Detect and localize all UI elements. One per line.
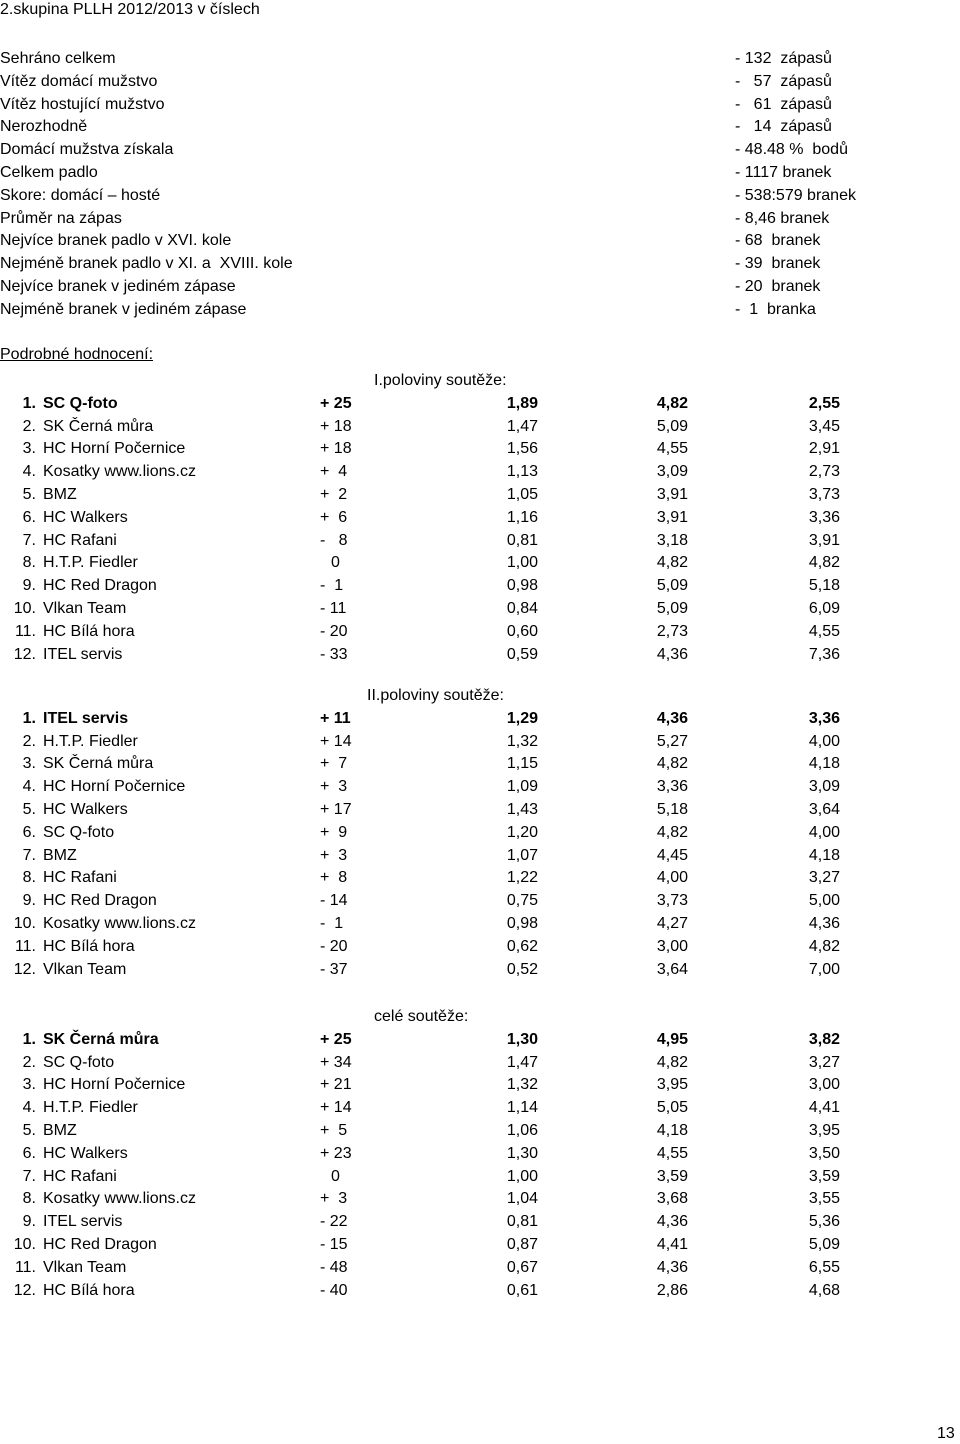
value-cell-1: 1,43 xyxy=(506,801,538,818)
summary-value: - 57 zápasů xyxy=(735,72,832,90)
team-name-cell: Kosatky www.lions.cz xyxy=(43,463,196,481)
value-cell-2: 4,27 xyxy=(656,915,688,932)
goal-diff-cell: + 7 xyxy=(320,755,348,773)
value-cell-2: 2,86 xyxy=(656,1281,688,1299)
team-name-cell: BMZ xyxy=(43,846,77,864)
rank-cell: 1. xyxy=(22,394,36,412)
value-cell-2: 5,09 xyxy=(656,600,688,617)
goal-diff-cell: + 18 xyxy=(320,440,352,458)
rank-cell: 7. xyxy=(22,531,36,549)
value-cell-1: 1,47 xyxy=(506,1053,538,1071)
value-cell-3: 3,55 xyxy=(808,1190,840,1208)
value-cell-1: 1,32 xyxy=(506,1076,538,1094)
rank-cell: 10. xyxy=(13,1236,36,1253)
rank-cell: 4. xyxy=(22,463,36,481)
value-cell-1: 0,52 xyxy=(506,960,538,978)
goal-diff-cell: - 14 xyxy=(320,892,348,910)
value-cell-3: 4,18 xyxy=(808,846,840,864)
value-cell-1: 1,07 xyxy=(506,846,538,864)
team-name-cell: HC Walkers xyxy=(43,801,128,818)
team-name-cell: HC Horní Počernice xyxy=(43,440,186,458)
value-cell-1: 1,20 xyxy=(506,823,538,841)
team-name-cell: SC Q-foto xyxy=(43,394,118,412)
value-cell-3: 6,09 xyxy=(808,600,840,617)
team-name-cell: BMZ xyxy=(43,1122,77,1139)
value-cell-3: 7,36 xyxy=(808,645,840,663)
team-name-cell: Vlkan Team xyxy=(43,600,127,617)
team-name-cell: Kosatky www.lions.cz xyxy=(43,1190,196,1208)
value-cell-2: 3,64 xyxy=(656,960,688,978)
goal-diff-cell: + 9 xyxy=(320,823,348,841)
value-cell-2: 4,36 xyxy=(656,709,688,727)
team-name-cell: HC Bílá hora xyxy=(43,937,135,955)
summary-value: - 8,46 branek xyxy=(735,209,830,227)
goal-diff-cell: + 5 xyxy=(320,1122,348,1139)
rank-cell: 2. xyxy=(22,417,36,435)
value-cell-3: 3,50 xyxy=(808,1144,840,1162)
value-cell-2: 2,73 xyxy=(656,622,688,640)
summary-value: - 39 branek xyxy=(735,255,821,273)
value-cell-2: 4,55 xyxy=(656,1144,688,1162)
rank-cell: 7. xyxy=(22,846,36,864)
value-cell-3: 2,73 xyxy=(808,463,840,481)
goal-diff-cell: + 2 xyxy=(320,486,348,503)
value-cell-1: 1,30 xyxy=(506,1030,538,1048)
summary-value: - 20 branek xyxy=(735,278,821,295)
team-name-cell: ITEL servis xyxy=(43,645,123,663)
rank-cell: 7. xyxy=(22,1167,36,1185)
value-cell-3: 5,36 xyxy=(808,1213,840,1231)
team-name-cell: HC Rafani xyxy=(43,531,117,549)
summary-label: Průměr na zápas xyxy=(0,209,122,227)
value-cell-2: 4,00 xyxy=(656,869,688,887)
rank-cell: 3. xyxy=(22,440,36,458)
value-cell-1: 1,47 xyxy=(506,417,538,435)
goal-diff-cell: - 8 xyxy=(320,531,348,549)
value-cell-3: 4,55 xyxy=(808,622,840,640)
value-cell-1: 0,67 xyxy=(506,1258,538,1276)
rank-cell: 12. xyxy=(13,645,36,663)
summary-value: - 1 branka xyxy=(735,300,816,318)
summary-label: Sehráno celkem xyxy=(0,50,116,67)
value-cell-2: 4,82 xyxy=(656,554,688,572)
summary-value: - 1117 branek xyxy=(735,164,832,181)
summary-value: - 48.48 % bodů xyxy=(735,141,848,159)
value-cell-1: 1,89 xyxy=(506,394,538,412)
team-name-cell: SK Černá můra xyxy=(43,755,154,773)
value-cell-2: 5,18 xyxy=(656,801,688,818)
goal-diff-cell: + 3 xyxy=(320,1190,348,1208)
value-cell-3: 3,91 xyxy=(808,531,840,549)
summary-value: - 132 zápasů xyxy=(735,50,832,67)
value-cell-2: 4,45 xyxy=(656,846,688,864)
value-cell-2: 4,82 xyxy=(656,823,688,841)
summary-label: Nejméně branek padlo v XI. a XVIII. kole xyxy=(0,255,293,273)
value-cell-2: 4,36 xyxy=(656,1213,688,1231)
detail-heading: Podrobné hodnocení: xyxy=(0,346,154,363)
value-cell-2: 3,18 xyxy=(656,531,688,549)
value-cell-2: 3,73 xyxy=(656,892,688,910)
rank-cell: 5. xyxy=(22,1122,36,1139)
team-name-cell: HC Bílá hora xyxy=(43,1281,135,1299)
value-cell-1: 0,62 xyxy=(506,937,538,955)
value-cell-1: 0,61 xyxy=(506,1281,538,1299)
value-cell-1: 1,06 xyxy=(506,1122,538,1139)
rank-cell: 8. xyxy=(22,1190,36,1208)
value-cell-3: 3,09 xyxy=(808,778,840,796)
goal-diff-cell: + 8 xyxy=(320,869,348,887)
value-cell-1: 1,16 xyxy=(506,508,538,526)
value-cell-3: 4,18 xyxy=(808,755,840,773)
value-cell-3: 3,82 xyxy=(808,1030,840,1048)
section-heading: celé soutěže: xyxy=(374,1008,469,1025)
goal-diff-cell: + 11 xyxy=(320,709,351,727)
rank-cell: 2. xyxy=(22,1053,36,1071)
value-cell-1: 0,98 xyxy=(506,577,538,595)
page-number: 13 xyxy=(937,1425,955,1442)
team-name-cell: Vlkan Team xyxy=(43,960,127,978)
value-cell-3: 5,09 xyxy=(808,1236,840,1253)
value-cell-1: 0,81 xyxy=(506,531,538,549)
goal-diff-cell: + 23 xyxy=(320,1144,352,1162)
value-cell-1: 1,13 xyxy=(506,463,538,481)
summary-label: Celkem padlo xyxy=(0,164,98,181)
value-cell-2: 3,68 xyxy=(656,1190,688,1208)
summary-value: - 61 zápasů xyxy=(735,95,832,113)
goal-diff-cell: 0 xyxy=(331,1167,340,1185)
value-cell-3: 3,36 xyxy=(808,709,840,727)
value-cell-3: 4,82 xyxy=(808,554,840,572)
goal-diff-cell: - 1 xyxy=(320,577,344,595)
goal-diff-cell: - 1 xyxy=(320,915,344,932)
summary-label: Vítěz hostující mužstvo xyxy=(0,95,165,113)
team-name-cell: HC Rafani xyxy=(43,869,117,887)
goal-diff-cell: - 22 xyxy=(320,1213,348,1231)
value-cell-1: 1,22 xyxy=(506,869,538,887)
value-cell-1: 0,98 xyxy=(506,915,538,932)
team-name-cell: H.T.P. Fiedler xyxy=(43,1099,138,1117)
goal-diff-cell: - 20 xyxy=(320,937,348,955)
goal-diff-cell: - 11 xyxy=(320,600,347,617)
rank-cell: 9. xyxy=(22,892,36,910)
rank-cell: 9. xyxy=(22,1213,36,1231)
value-cell-2: 5,09 xyxy=(656,417,688,435)
value-cell-3: 7,00 xyxy=(808,960,840,978)
goal-diff-cell: + 17 xyxy=(320,801,352,818)
value-cell-1: 0,75 xyxy=(506,892,538,910)
team-name-cell: HC Bílá hora xyxy=(43,622,135,640)
rank-cell: 8. xyxy=(22,869,36,887)
value-cell-3: 4,00 xyxy=(808,732,840,750)
summary-label: Skore: domácí – hosté xyxy=(0,186,161,204)
team-name-cell: SK Černá můra xyxy=(43,1030,159,1048)
section-heading: II.poloviny soutěže: xyxy=(367,687,504,704)
value-cell-2: 5,05 xyxy=(656,1099,688,1117)
rank-cell: 2. xyxy=(22,732,36,750)
value-cell-1: 1,05 xyxy=(506,486,538,503)
team-name-cell: ITEL servis xyxy=(43,709,129,727)
team-name-cell: SC Q-foto xyxy=(43,823,115,841)
rank-cell: 5. xyxy=(22,801,36,818)
page-title: 2.skupina PLLH 2012/2013 v číslech xyxy=(0,1,260,18)
value-cell-1: 1,00 xyxy=(506,554,538,572)
value-cell-3: 4,68 xyxy=(808,1281,840,1299)
team-name-cell: HC Horní Počernice xyxy=(43,1076,186,1094)
team-name-cell: HC Rafani xyxy=(43,1167,117,1185)
value-cell-2: 5,27 xyxy=(656,732,688,750)
rank-cell: 6. xyxy=(22,1144,36,1162)
goal-diff-cell: - 40 xyxy=(320,1281,348,1299)
value-cell-3: 3,27 xyxy=(808,869,840,887)
team-name-cell: HC Walkers xyxy=(43,508,128,526)
value-cell-2: 3,91 xyxy=(656,508,688,526)
rank-cell: 4. xyxy=(22,1099,36,1117)
team-name-cell: SK Černá můra xyxy=(43,417,154,435)
rank-cell: 10. xyxy=(13,915,36,932)
team-name-cell: HC Horní Počernice xyxy=(43,778,186,796)
team-name-cell: Kosatky www.lions.cz xyxy=(43,915,196,932)
value-cell-3: 5,00 xyxy=(808,892,840,910)
value-cell-1: 1,32 xyxy=(506,732,538,750)
summary-value: - 68 branek xyxy=(735,232,821,250)
value-cell-1: 1,56 xyxy=(506,440,538,458)
value-cell-2: 5,09 xyxy=(656,577,688,595)
goal-diff-cell: 0 xyxy=(331,554,340,572)
value-cell-2: 4,41 xyxy=(656,1236,688,1253)
goal-diff-cell: - 20 xyxy=(320,622,348,640)
value-cell-3: 3,95 xyxy=(808,1122,840,1139)
goal-diff-cell: + 34 xyxy=(320,1053,352,1071)
goal-diff-cell: - 37 xyxy=(320,960,348,978)
value-cell-3: 3,27 xyxy=(808,1053,840,1071)
value-cell-2: 3,59 xyxy=(656,1167,688,1185)
value-cell-2: 4,36 xyxy=(656,645,688,663)
goal-diff-cell: + 25 xyxy=(320,394,352,412)
summary-label: Nerozhodně xyxy=(0,118,88,136)
team-name-cell: SC Q-foto xyxy=(43,1053,115,1071)
team-name-cell: HC Red Dragon xyxy=(43,577,157,595)
value-cell-2: 4,82 xyxy=(656,394,688,412)
team-name-cell: Vlkan Team xyxy=(43,1258,127,1276)
goal-diff-cell: + 25 xyxy=(320,1030,352,1048)
rank-cell: 11. xyxy=(14,1258,36,1276)
value-cell-3: 2,55 xyxy=(808,394,840,412)
value-cell-1: 1,29 xyxy=(506,709,538,727)
rank-cell: 11. xyxy=(14,622,36,640)
goal-diff-cell: + 4 xyxy=(320,463,348,481)
value-cell-1: 1,14 xyxy=(506,1099,538,1117)
summary-label: Domácí mužstva získala xyxy=(0,141,174,159)
value-cell-2: 4,55 xyxy=(656,440,688,458)
rank-cell: 12. xyxy=(13,1281,36,1299)
value-cell-1: 1,09 xyxy=(506,778,538,796)
rank-cell: 1. xyxy=(22,1030,36,1048)
rank-cell: 6. xyxy=(22,823,36,841)
team-name-cell: H.T.P. Fiedler xyxy=(43,732,138,750)
value-cell-3: 6,55 xyxy=(808,1258,840,1276)
value-cell-3: 3,36 xyxy=(808,508,840,526)
summary-label: Vítěz domácí mužstvo xyxy=(0,72,158,90)
goal-diff-cell: + 3 xyxy=(320,778,348,796)
value-cell-2: 4,18 xyxy=(656,1122,688,1139)
goal-diff-cell: + 14 xyxy=(320,1099,352,1117)
value-cell-1: 1,30 xyxy=(506,1144,538,1162)
summary-label: Nejméně branek v jediném zápase xyxy=(0,300,247,318)
rank-cell: 8. xyxy=(22,554,36,572)
summary-value: - 14 zápasů xyxy=(735,118,832,136)
value-cell-1: 1,04 xyxy=(506,1190,538,1208)
goal-diff-cell: + 3 xyxy=(320,846,348,864)
goal-diff-cell: + 6 xyxy=(320,508,348,526)
goal-diff-cell: - 15 xyxy=(320,1236,348,1253)
value-cell-3: 5,18 xyxy=(808,577,840,595)
value-cell-1: 0,60 xyxy=(506,622,538,640)
value-cell-3: 3,73 xyxy=(808,486,840,503)
value-cell-1: 0,84 xyxy=(506,600,538,617)
value-cell-2: 4,82 xyxy=(656,1053,688,1071)
rank-cell: 4. xyxy=(22,778,36,796)
value-cell-2: 4,95 xyxy=(656,1030,688,1048)
value-cell-1: 0,81 xyxy=(506,1213,538,1231)
value-cell-2: 3,36 xyxy=(656,778,688,796)
value-cell-3: 4,41 xyxy=(808,1099,840,1117)
section-heading: I.poloviny soutěže: xyxy=(374,372,507,389)
value-cell-2: 3,00 xyxy=(656,937,688,955)
value-cell-3: 2,91 xyxy=(808,440,840,458)
rank-cell: 12. xyxy=(13,960,36,978)
value-cell-3: 3,59 xyxy=(808,1167,840,1185)
goal-diff-cell: + 21 xyxy=(320,1076,352,1094)
goal-diff-cell: + 18 xyxy=(320,417,352,435)
team-name-cell: HC Red Dragon xyxy=(43,892,157,910)
team-name-cell: BMZ xyxy=(43,486,77,503)
value-cell-3: 3,64 xyxy=(808,801,840,818)
goal-diff-cell: - 33 xyxy=(320,645,348,663)
value-cell-2: 3,09 xyxy=(656,463,688,481)
value-cell-2: 4,36 xyxy=(656,1258,688,1276)
rank-cell: 3. xyxy=(22,755,36,773)
value-cell-3: 3,45 xyxy=(808,417,840,435)
team-name-cell: HC Walkers xyxy=(43,1144,128,1162)
rank-cell: 1. xyxy=(22,709,36,727)
value-cell-1: 1,00 xyxy=(506,1167,538,1185)
value-cell-3: 3,00 xyxy=(808,1076,840,1094)
value-cell-1: 0,59 xyxy=(506,645,538,663)
summary-value: - 538:579 branek xyxy=(735,186,856,204)
value-cell-2: 3,95 xyxy=(656,1076,688,1094)
summary-label: Nejvíce branek padlo v XVI. kole xyxy=(0,232,232,250)
rank-cell: 3. xyxy=(22,1076,36,1094)
rank-cell: 6. xyxy=(22,508,36,526)
value-cell-3: 4,36 xyxy=(808,915,840,932)
value-cell-3: 4,00 xyxy=(808,823,840,841)
team-name-cell: ITEL servis xyxy=(43,1213,123,1231)
value-cell-1: 0,87 xyxy=(506,1236,538,1253)
goal-diff-cell: - 48 xyxy=(320,1258,348,1276)
value-cell-2: 3,91 xyxy=(656,486,688,503)
team-name-cell: H.T.P. Fiedler xyxy=(43,554,138,572)
rank-cell: 11. xyxy=(14,937,36,955)
goal-diff-cell: + 14 xyxy=(320,732,352,750)
summary-label: Nejvíce branek v jediném zápase xyxy=(0,278,236,295)
value-cell-1: 1,15 xyxy=(506,755,538,773)
value-cell-2: 4,82 xyxy=(656,755,688,773)
team-name-cell: HC Red Dragon xyxy=(43,1236,157,1253)
value-cell-3: 4,82 xyxy=(808,937,840,955)
rank-cell: 10. xyxy=(13,600,36,617)
rank-cell: 5. xyxy=(22,486,36,503)
rank-cell: 9. xyxy=(22,577,36,595)
